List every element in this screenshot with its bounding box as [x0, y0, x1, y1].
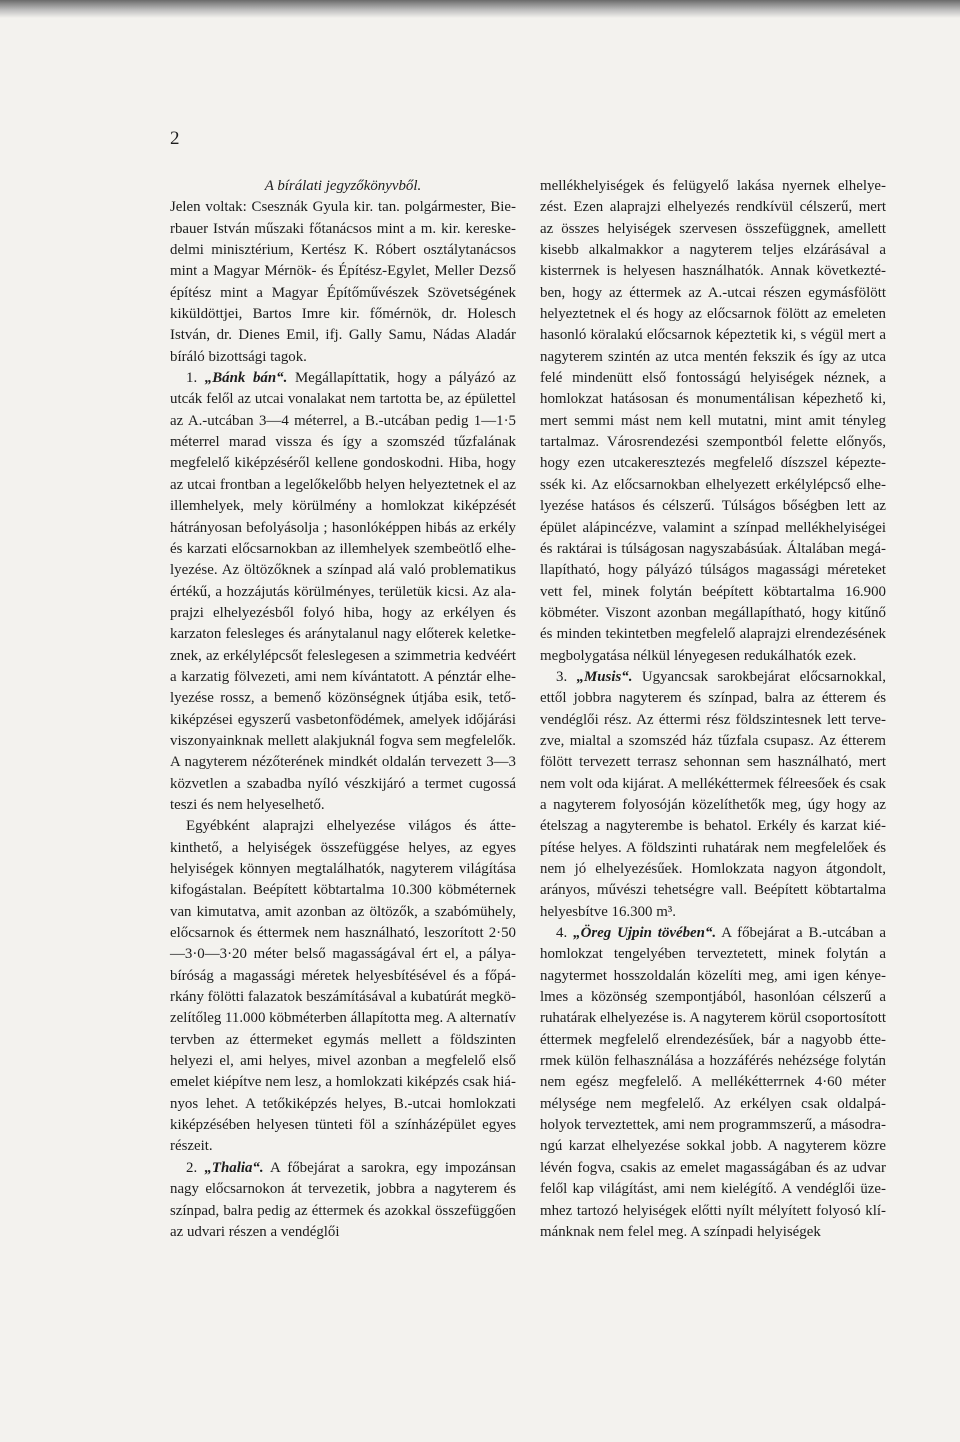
section-heading: A bírálati jegyzőkönyvből.: [264, 178, 422, 194]
entry-number: 2.: [186, 1159, 198, 1176]
entry-name: „Öreg Ujpin tövében“.: [573, 925, 717, 942]
paragraph-text: A főbejárat a sarokra, egy impozánsan nagy előcsarnokon át tervezetik, jobbra a nagyterem és színpad, balra pedig az éttermek és azokkal összefüggően az udvari részen a vendéglői: [170, 1159, 516, 1240]
paragraph-text: Ugyancsak sarokbejárat előcsarnokkal, ettől jobbra nagyterem és színpad, balra az étterem és vendéglői rész. Az éttermi rész földszintesnek lett tervezve, mialtal a szomszéd ház tűzfala csupasz. Az étterem fölött tervezett terrasz sehonnan sem használható, mert nem volt oda kijárat. A mellékéttermek félreesőek és csak a nagyterem folyosóján közelíthetők meg, úgy hogy az ételszag a nagyterembe is behatol. Erkély és karzat kiépítése helyes. A földszinti ruhatárak nem megfelelőek és nem jó elhelyezésűek. Homlokzata nagyon átgondolt, arányos, művészi tehetségre vall. Beépített köbtartalma helyesbítve 16.300 m³.: [540, 668, 886, 920]
page-number: 2: [170, 128, 180, 149]
body-paragraph: [170, 197, 516, 368]
paragraph-text: A főbejárat a B.-utcában a homlokzat tengelyében terveztetett, minek folytán a nagytermet hosszoldalán közelíti meg, ami igen kényelmes a közönség szempontjából, hasonlóan célszerű a ruhatárak elhelyezése is. A nagyterem körül csoportosított éttermek megfelelő elrendezésűek, bár a nagyobb éttermek külön felhasználása a hozzáférés nehézsége folytán nem egész megfelelő. A mellékétterrnek 4·60 méter mélysége nem megfelelő. Az erkélyen csak oldalpáholyok terveztettek, ami nem programmszerű, a másodrangú karzat elhelyezése sokkal jobb. A nagyterem közre lévén fogva, csakis az emelet magasságában és az udvar felől kap világítást, ami nem kielégítő. A vendéglői üzemhez tartozó helyiségek előtti nyílt mélyített folyosó klímánknak nem felel meg. A színpadi helyiségek: [540, 925, 886, 1240]
entry-paragraph: [170, 368, 516, 816]
paragraph-text: Megállapíttatik, hogy a pályázó az utcák felől az utcai vonalakat nem tartotta be, az épülettel az A.-utcában 3—4 méterrel, a B.-utcában pedig 1—1·5 méterrel marad vissza és így a szomszéd tűzfalának megfelelő kiképzéséről kellene gondoskodni. Hiba, hogy az utcai frontban a legelőkelőbb helyen helyeztetnek el az illemhelyek, mely körülmény a homlokzat kiképzését hátrányosan befolyásolja ; hasonlóképpen hibás az erkély és karzati előcsarnokban az illemhelyek szembeötlő elhelyezése. Az öltözőknek a színpad alá való problematikus értékű, a hozzájutás körülményes, területük kicsi. Az alaprajzi elhelyezésből folyó hiba, hogy az erkélyen és karzaton felesleges és aránytalanul nagy előterek keletkeznek, az erkélylépcsőt feleslegesen a szimmetria kedvéért a karzatig fölvezeti, ami nem kívántatott. A pénztár elhelyezése rossz, a bemenő közönségnek útjába esik, tetőkiképzései egyszerű vasbetonfödémek, amelyek időjárási viszonyainknak mellett alakjuknál fogva sem megfelelők. A nagyterem nézőterének mindkét oldalán tervezett 3—3 közvetlen a szabadba nyíló vészkijáró a termet cugossá teszi és nem helyeselhető.: [170, 370, 516, 813]
entry-number: 1.: [186, 370, 198, 387]
body-paragraph: [540, 176, 886, 667]
paragraph-text: Jelen voltak: Csesznák Gyula kir. tan. polgármester, Bierbauer István műszaki főtanácsos mint a m. kir. kereskedelmi minisztérium, Kertész K. Róbert osztálytanácsos mint a Magyar Mérnök- és Építész-Egylet, Meller Dezső építész mint a Magyar Építőművészek Szövetségének kiküldöttjei, Bartos Imre kir. főmérnök, dr. Holesch István, dr. Dienes Emil, ifj. Gally Samu, Nádas Aladár bíráló bizottsági tagok.: [170, 199, 516, 365]
scan-top-edge: [0, 0, 960, 18]
entry-paragraph: [170, 1158, 516, 1243]
paragraph-text: mellékhelyiségek és felügyelő lakása nyernek elhelyezést. Ezen alaprajzi elhelyezés rendkívül célszerű, mert az összes helyiségek szervesen összefüggnek, amellett kisebb alkalmakkor a nagyterem teljes elzárásával a kisterrnek is helyesen használhatók. Annak következtében, hogy az éttermek az A.-utcai részen egymásfölött helyeztetnek el és hogy az előcsarnok fölött az emeleten hasonló köralakú előcsarnok képeztetik ki, s végül mert a nagyterem szintén az utca mentén fekszik és így az utca felé mindenütt első fontosságú helyiségek néznek, a homlokzat hatásosan és monumentálisan képezhető ki, mert semmi mást nem kell mutatni, mint amit tényleg tartalmaz. Városrendezési szempontból felette előnyős, hogy ezen utcakeresztezés megfelelő díszszel képeztessék ki. Az előcsarnokban elhelyezett erkélylépcső elhelyezése hatásos és célszerű. Túlságos bőségben lett az épület alápincézve, valamint a színpad mellékhelyiségei és raktárai is túlságosan nagyszabásúak. Általában megállapítható, hogy pályázó túlságos magassági méreteket vett fel, minek folytán beépített köbtartalma 16.900 köbméter. Viszont azonban megállapítható, hogy kitűnő és minden tekintetben megfelelő alaprajzi elrendezésének megbolygatása nélkül lényegesen redukálhatók ezek.: [540, 178, 886, 664]
right-column: [540, 176, 886, 1243]
entry-name: „Bánk bán“.: [204, 370, 288, 387]
entry-paragraph: [540, 667, 886, 923]
entry-name: „Musis“.: [576, 668, 633, 685]
entry-name: „Thalia“.: [204, 1159, 264, 1176]
entry-number: 3.: [556, 668, 568, 685]
paragraph-text: Egyébként alaprajzi elhelyezése világos és áttekinthető, a helyiségek összefüggése helyes, az egyes helyiségek könnyen megtalálhatók, nagyterem világítása kifogástalan. Beépített köbtartalma 10.300 köbméternek van kimutatva, amit azonban az öltözők, a szabómühely, előcsarnok és éttermek nem használható, leszorított 2·50—3·0—3·20 méter belső magasságával ért el, a pályabíróság a magassági méretek helyesbítésével és a főpárkány fölötti falazatok beszámításával a kubatúrát megközelítőleg 11.000 köbméterben állapította meg. A alternatív tervben az éttermeket egymás mellett a földszinten helyezi el, ami helyes, mivel azonban a megfelelő első emelet kiépítve nem lesz, a homlokzati kiképzés csak hiányos lehet. A tetőkiképzés helyes, B.-utcai homlokzati kiképzésében helyesen tünteti föl a színházépület egyes részeit.: [170, 818, 516, 1155]
entry-paragraph: [540, 923, 886, 1243]
body-paragraph: [170, 816, 516, 1158]
entry-number: 4.: [556, 925, 568, 942]
left-column: [170, 176, 516, 1243]
